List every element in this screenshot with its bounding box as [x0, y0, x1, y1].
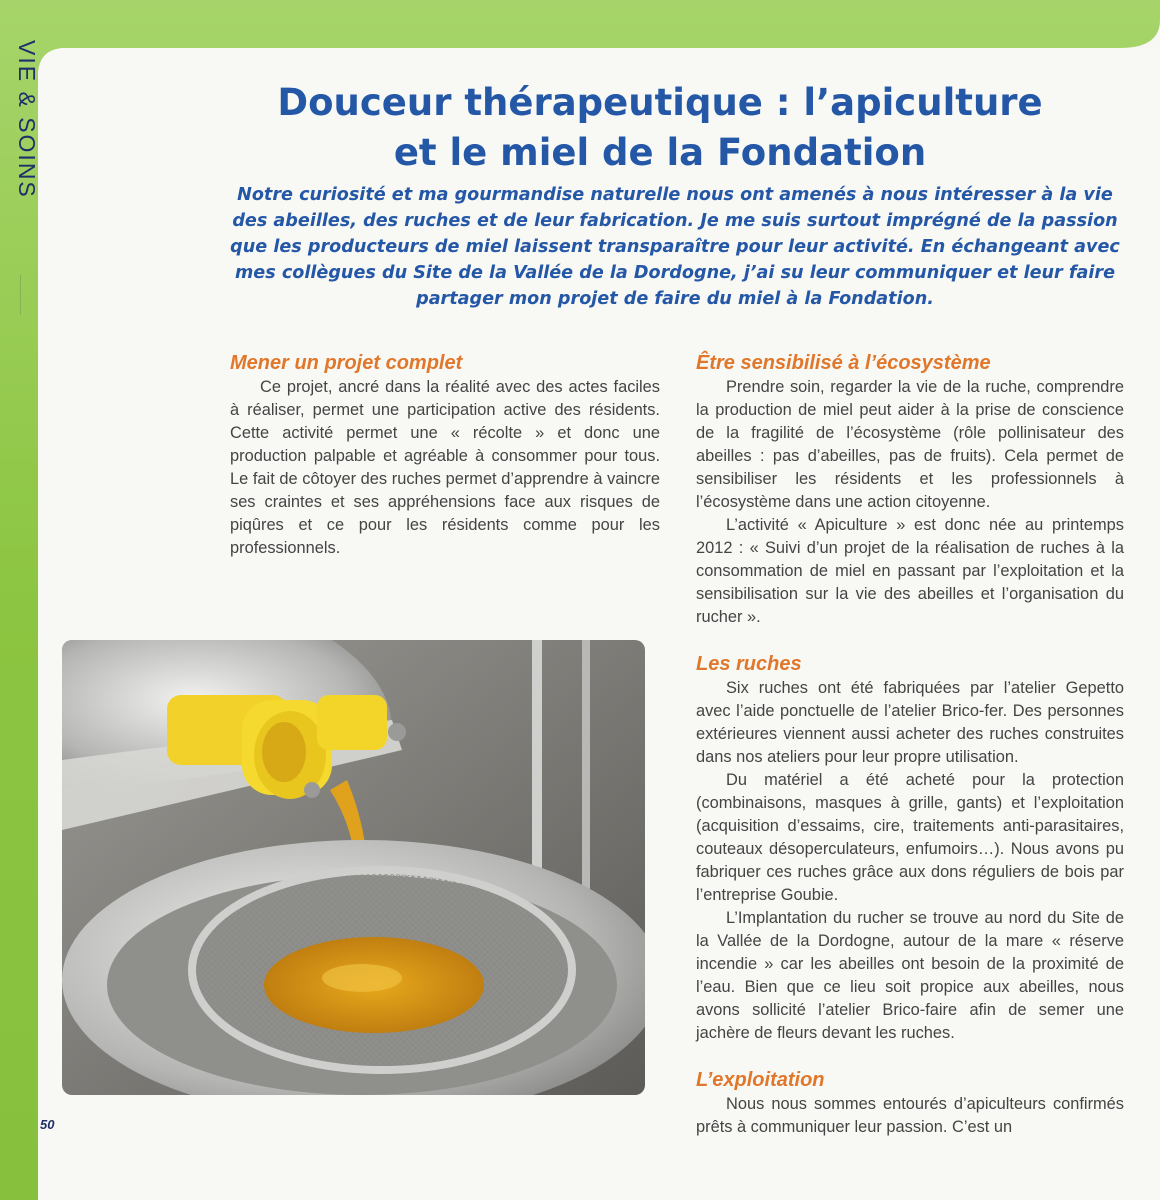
section-tab-label: VIE & SOINS	[14, 40, 40, 199]
left-column	[230, 350, 660, 560]
section-heading: Mener un projet complet	[230, 352, 463, 374]
lead-line: des abeilles, des ruches et de leur fabrication. Je me suis surtout imprégné de la passion	[232, 211, 1118, 231]
lead-line: Notre curiosité et ma gourmandise naturelle nous ont amenés à nous intéresser à la vie	[237, 185, 1113, 205]
photo-illustration	[62, 640, 645, 1095]
body-paragraph: Six ruches ont été fabriquées par l’atelier Gepetto avec l’aide ponctuelle de l’atelier Brico-fer. Des personnes extérieures viennent aussi acheter des ruches construites dans nos ateliers pour leur propre utilisation.	[696, 679, 1124, 766]
lead-line: mes collègues du Site de la Vallée de la Dordogne, j’ai su leur communiquer et leur faire	[234, 263, 1116, 283]
body-paragraph: Ce projet, ancré dans la réalité avec des actes faciles à réaliser, permet une participation active des résidents. Cette activité permet une « récolte » et donc une production palpable et agréable à consommer pour tous. Le fait de côtoyer des ruches permet d’apprendre à vaincre ses craintes et ses appréhensions face aux risques de piqûres et ce pour les résidents comme pour les professionnels.	[230, 378, 660, 557]
divider	[20, 275, 21, 315]
section-tab	[4, 40, 44, 270]
right-column	[696, 350, 1124, 1139]
body-paragraph: Prendre soin, regarder la vie de la ruche, comprendre la production de miel peut aider à la prise de conscience de la fragilité de l’écosystème (rôle pollinisateur des abeilles : pas d’abeilles, pas de fruits). Cela permet de sensibiliser les résidents et les professionnels à l’écosystème dans une action citoyenne.	[696, 378, 1124, 511]
body-paragraph: Du matériel a été acheté pour la protection (combinaisons, masques à grille, gants) et l’exploitation (acquisition d’essaims, cire, traitements anti-parasitaires, couteaux désoperculateurs, enfumoirs…). Nous avons pu fabriquer ces ruches grâce aux dons réguliers de bois par l’entreprise Goubie.	[696, 771, 1124, 904]
body-paragraph: Nous nous sommes entourés d’apiculteurs confirmés prêts à communiquer leur passion. C’est un	[696, 1095, 1124, 1136]
honey-extractor-photo	[62, 640, 645, 1095]
section-heading: Être sensibilisé à l’écosystème	[696, 352, 991, 374]
article-title	[180, 78, 1140, 178]
body-paragraph: L’activité « Apiculture » est donc née au printemps 2012 : « Suivi d’un projet de la réalisation de ruches à la consommation de miel en passant par l’exploitation et la sensibilisation sur la vie des abeilles et l’organisation du rucher ».	[696, 516, 1124, 626]
article-title-line: et le miel de la Fondation	[393, 131, 927, 174]
lead-paragraph	[200, 182, 1150, 312]
body-paragraph: L’Implantation du rucher se trouve au nord du Site de la Vallée de la Dordogne, autour de la mare « réserve incendie » car les abeilles ont besoin de la proximité de l’eau. Bien que ce lieu soit propice aux abeilles, nous avons sollicité l’atelier Brico-faire afin de semer une jachère de fleurs devant les ruches.	[696, 909, 1124, 1042]
section-heading: L’exploitation	[696, 1069, 825, 1091]
lead-line: que les producteurs de miel laissent transparaître pour leur activité. En échangeant avec	[230, 237, 1120, 257]
section-heading: Les ruches	[696, 653, 802, 675]
lead-line: partager mon projet de faire du miel à la Fondation.	[416, 289, 934, 309]
page-number: 50	[40, 1117, 55, 1132]
article-title-line: Douceur thérapeutique : l’apiculture	[277, 81, 1043, 124]
